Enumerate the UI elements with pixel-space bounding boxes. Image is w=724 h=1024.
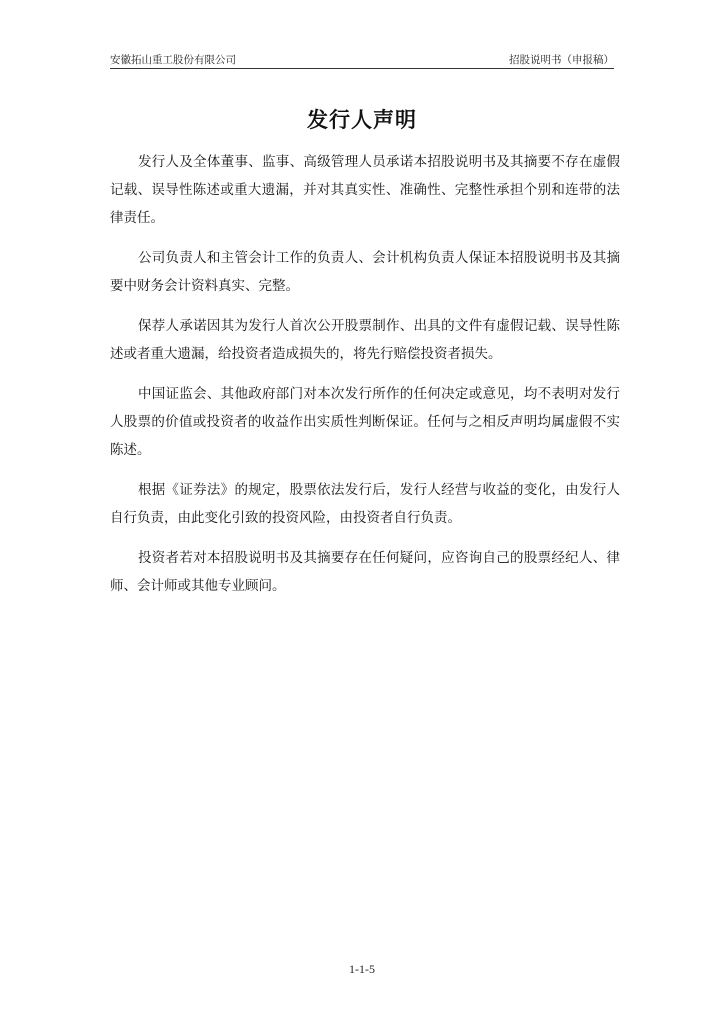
statement-paragraph-4: 中国证监会、其他政府部门对本次发行所作的任何决定或意见，均不表明对发行人股票的价值或投资者的收益作出实质性判断保证。任何与之相反声明均属虚假不实陈述。 (110, 386, 620, 458)
header-company-name: 安徽拓山重工股份有限公司 (110, 54, 236, 66)
page-title: 发行人声明 (307, 108, 417, 132)
statement-paragraph-3: 保荐人承诺因其为发行人首次公开股票制作、出具的文件有虚假记载、误导性陈述或者重大遗漏，给投资者造成损失的，将先行赔偿投资者损失。 (110, 318, 620, 362)
statement-body (110, 148, 620, 612)
page-header (110, 50, 614, 69)
statement-paragraph-1: 发行人及全体董事、监事、高级管理人员承诺本招股说明书及其摘要不存在虚假记载、误导性陈述或重大遗漏，并对其真实性、准确性、完整性承担个别和连带的法律责任。 (110, 154, 620, 226)
statement-paragraph-6: 投资者若对本招股说明书及其摘要存在任何疑问，应咨询自己的股票经纪人、律师、会计师或其他专业顾问。 (110, 550, 620, 594)
statement-paragraph-5: 根据《证券法》的规定，股票依法发行后，发行人经营与收益的变化，由发行人自行负责，由此变化引致的投资风险，由投资者自行负责。 (110, 482, 620, 526)
page-number: 1-1-5 (349, 962, 375, 976)
header-document-type: 招股说明书（申报稿） (509, 54, 614, 66)
statement-paragraph-2: 公司负责人和主管会计工作的负责人、会计机构负责人保证本招股说明书及其摘要中财务会计资料真实、完整。 (110, 250, 620, 294)
